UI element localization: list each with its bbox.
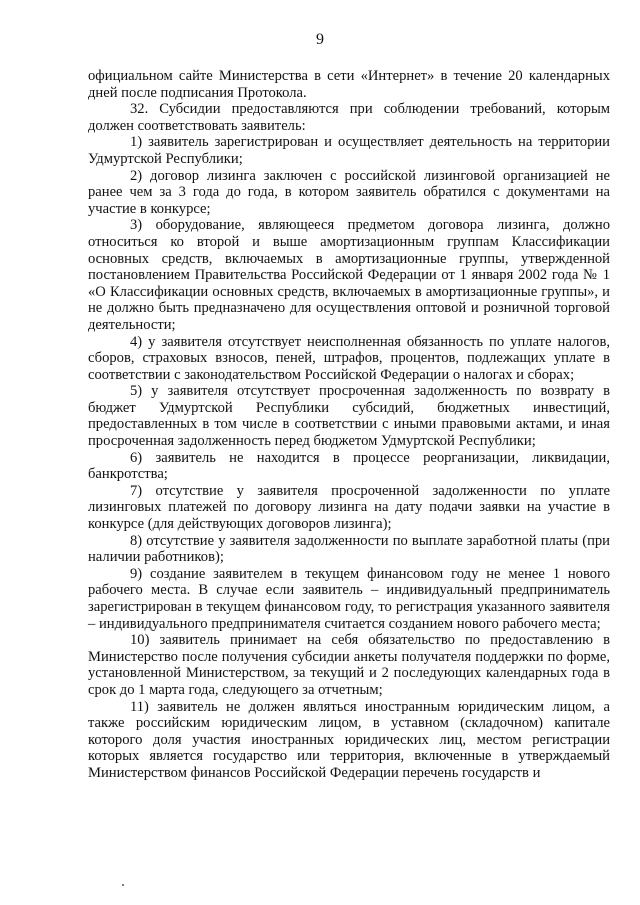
paragraph-item-9: 9) создание заявителем в текущем финансовом году не менее 1 нового рабочего места. В случае если заявитель – индивидуальный предприниматель зарегистрирован в текущем финансовом году, то регистрация указанного заявителя – индивидуального предпринимателя считается созданием нового рабочего места; (88, 565, 610, 632)
page-number: 9 (316, 31, 324, 48)
paragraph-item-3: 3) оборудование, являющееся предметом договора лизинга, должно относиться ко второй и выше амортизационным группам Классификации основных средств, включаемых в амортизационные группы, утвержденной постановлением Правительства Российской Федерации от 1 января 2002 года № 1 «О Классификации основных средств, включаемых в амортизационные группы», и не должно быть предназначено для осуществления оптовой и розничной торговой деятельности; (88, 217, 610, 333)
paragraph-clause-32: 32. Субсидии предоставляются при соблюдении требований, которым должен соответствовать заявитель: (88, 101, 610, 134)
paragraph-item-11: 11) заявитель не должен являться иностранным юридическим лицом, а также российским юридическим лицом, в уставном (складочном) капитале которого доля участия иностранных юридических лиц, местом регистрации которых является государство или территория, включенные в утверждаемый Министерством финансов Российской Федерации перечень государств и (88, 698, 610, 781)
document-body (88, 68, 610, 782)
paragraph-item-4: 4) у заявителя отсутствует неисполненная обязанность по уплате налогов, сборов, страховых взносов, пеней, штрафов, процентов, подлежащих уплате в соответствии с законодательством Российской Федерации о налогах и сборах; (88, 333, 610, 383)
paragraph-item-6: 6) заявитель не находится в процессе реорганизации, ликвидации, банкротства; (88, 449, 610, 483)
paragraph-item-2: 2) договор лизинга заключен с российской лизинговой организацией не ранее чем за 3 года до года, в котором заявитель обратился с документами на участие в конкурсе; (88, 167, 610, 217)
paragraph-item-7: 7) отсутствие у заявителя просроченной задолженности по уплате лизинговых платежей по договору лизинга на дату подачи заявки на участие в конкурсе (для действующих договоров лизинга); (88, 482, 610, 533)
paragraph-continuation: официальном сайте Министерства в сети «Интернет» в течение 20 календарных дней после подписания Протокола. (88, 68, 610, 101)
paragraph-item-1: 1) заявитель зарегистрирован и осуществляет деятельность на территории Удмуртской Республики; (88, 134, 610, 167)
scan-speck (122, 884, 124, 886)
paragraph-item-5: 5) у заявителя отсутствует просроченная задолженность по возврату в бюджет Удмуртской Республики субсидий, бюджетных инвестиций, предоставленных в том числе в соответствии с иными правовыми актами, и иная просроченная задолженность перед бюджетом Удмуртской Республики; (88, 383, 610, 450)
paragraph-item-8: 8) отсутствие у заявителя задолженности по выплате заработной платы (при наличии работников); (88, 532, 610, 566)
paragraph-item-10: 10) заявитель принимает на себя обязательство по предоставлению в Министерство после получения субсидии анкеты получателя поддержки по форме, установленной Министерством, за текущий и 2 последующих календарных года в срок до 1 марта года, следующего за отчетным; (88, 632, 610, 698)
